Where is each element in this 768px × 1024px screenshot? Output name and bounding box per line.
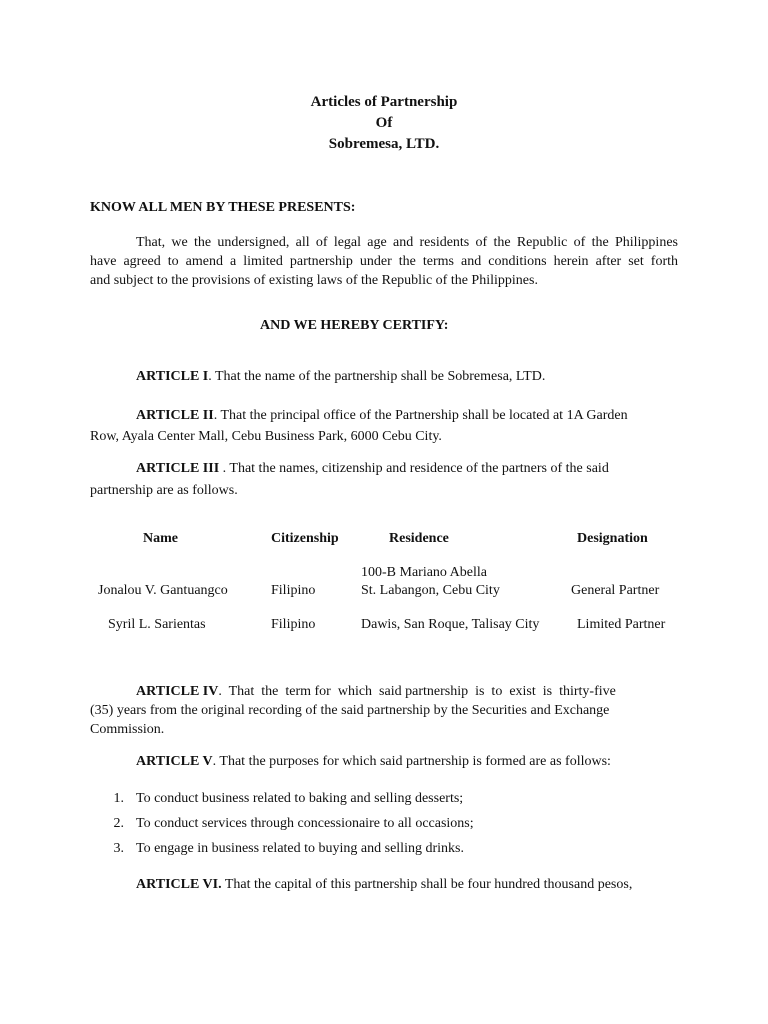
table-row-1-residence-line-1: 100-B Mariano Abella (361, 565, 487, 580)
list-item-number: 2. (113, 816, 124, 831)
table-row-1-name: Jonalou V. Gantuangco (98, 583, 228, 598)
article-2-line-2: Row, Ayala Center Mall, Cebu Business Park, 6000 Cebu City. (90, 429, 442, 444)
article-4-label: ARTICLE IV (136, 684, 219, 699)
article-3-label: ARTICLE III (136, 461, 220, 476)
list-item-text: To conduct services through concessionaire to all occasions; (136, 816, 474, 831)
article-4-line-3: Commission. (90, 722, 165, 737)
article-1 (136, 368, 545, 386)
table-row-1-citizenship: Filipino (271, 583, 316, 598)
list-item-text: To conduct business related to baking and selling desserts; (136, 791, 464, 806)
article-1-text: . That the name of the partnership shall be Sobremesa, LTD. (208, 369, 546, 384)
article-4-line-2: (35) years from the original recording of the said partnership by the Securities and Exchange (90, 703, 610, 718)
document-title-line-1: Articles of Partnership (310, 94, 458, 110)
article-5-text: . That the purposes for which said partnership is formed are as follows: (212, 754, 611, 769)
table-row-2-residence: Dawis, San Roque, Talisay City (361, 617, 540, 632)
intro-line-1: That, we the undersigned, all of legal age and residents of the Republic of the Philippines (136, 235, 678, 250)
document-title-line-2: Of (375, 115, 393, 131)
intro-line-2: have agreed to amend a limited partnership under the terms and conditions herein after set forth (90, 254, 678, 269)
article-2-label: ARTICLE II (136, 408, 214, 423)
table-row-2-name: Syril L. Sarientas (108, 617, 206, 632)
table-row-1-residence-line-2: St. Labangon, Cebu City (361, 583, 500, 598)
list-item-text: To engage in business related to buying and selling drinks. (136, 841, 464, 856)
document-title-line-3: Sobremesa, LTD. (328, 136, 440, 152)
article-1-label: ARTICLE I (136, 369, 209, 384)
intro-line-3: and subject to the provisions of existing laws of the Republic of the Philippines. (90, 273, 538, 288)
article-2-line-1: ARTICLE II. That the principal office of the Partnership shall be located at 1A Garden (136, 408, 628, 423)
article-4 (90, 682, 678, 739)
table-row-2-citizenship: Filipino (271, 617, 316, 632)
article-6-label: ARTICLE VI. (136, 877, 222, 892)
table-header-citizenship: Citizenship (271, 531, 339, 546)
intro-paragraph (90, 233, 678, 290)
article-5-label: ARTICLE V (136, 754, 213, 769)
table-header-name: Name (143, 531, 178, 546)
article-6 (136, 876, 632, 894)
table-header-designation: Designation (577, 531, 648, 546)
list-item-number: 3. (113, 841, 124, 856)
table-header-residence: Residence (389, 531, 449, 546)
article-3-line-2: partnership are as follows. (90, 483, 238, 498)
article-4-line-1: ARTICLE IV. That the term for which said partnership is to exist is thirty-five (136, 684, 616, 699)
article-6-text: That the capital of this partnership shall be four hundred thousand pesos, (221, 877, 633, 892)
article-3-line-1: ARTICLE III . That the names, citizenship and residence of the partners of the said (136, 461, 609, 476)
article-5 (136, 753, 611, 771)
table-row-2-designation: Limited Partner (577, 617, 666, 632)
table-row-1-designation: General Partner (571, 583, 660, 598)
intro-heading: KNOW ALL MEN BY THESE PRESENTS: (90, 200, 356, 215)
list-item-number: 1. (113, 791, 124, 806)
certify-heading: AND WE HEREBY CERTIFY: (260, 318, 449, 333)
